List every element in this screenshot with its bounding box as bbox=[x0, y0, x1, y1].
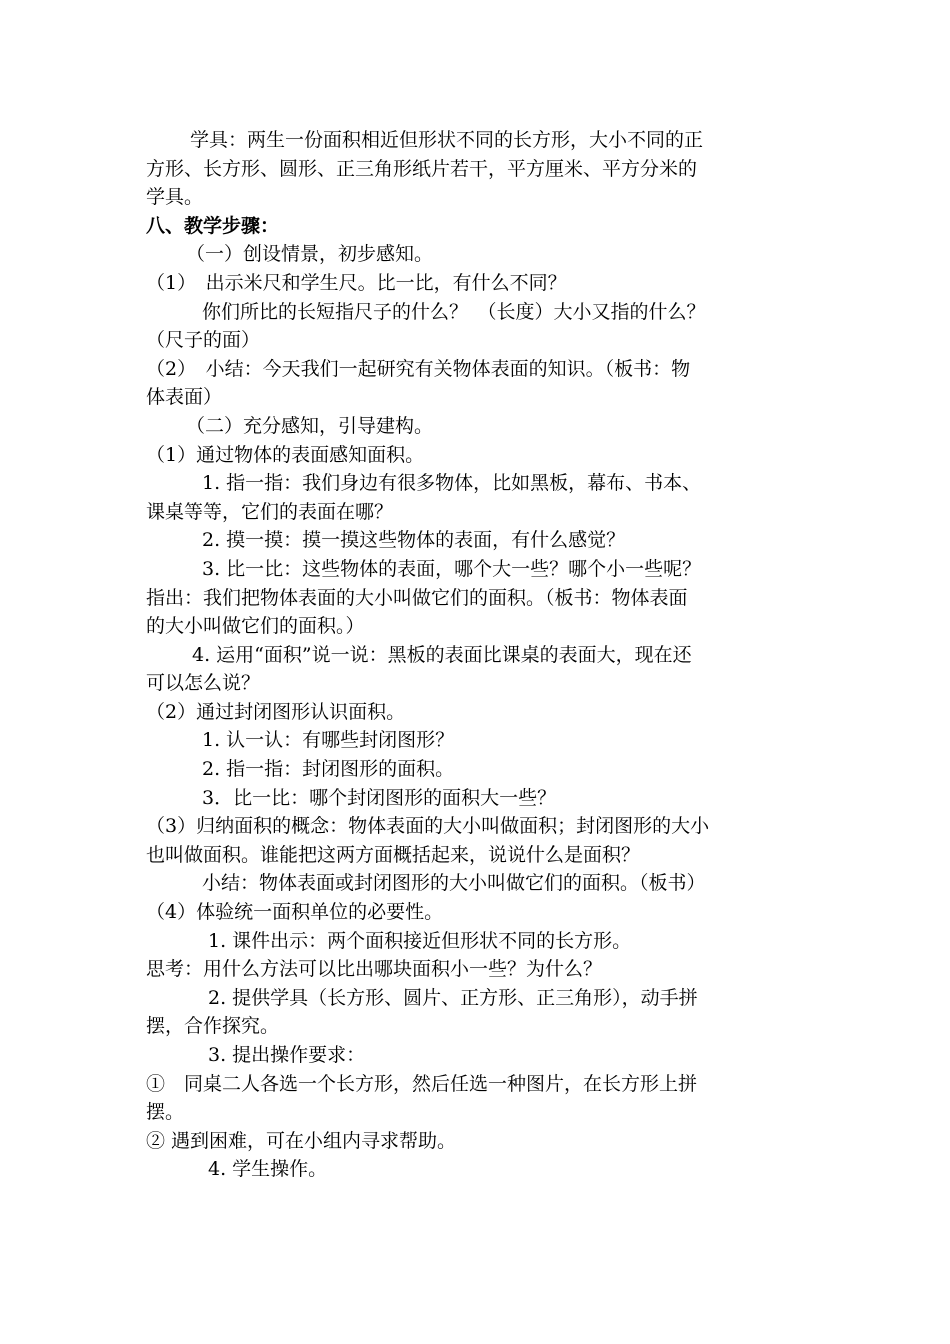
paragraph-line: 小结：物体表面或封闭图形的大小叫做它们的面积。（板书） bbox=[202, 872, 706, 895]
subsection-heading: （二）充分感知，引导建构。 bbox=[186, 414, 434, 437]
paragraph-line: 学具。 bbox=[146, 186, 204, 209]
paragraph-line: （1）通过物体的表面感知面积。 bbox=[146, 443, 425, 466]
paragraph-line: 也叫做面积。谁能把这两方面概括起来，说说什么是面积？ bbox=[146, 843, 641, 866]
list-item: 4. 运用“面积”说一说：黑板的表面比课桌的表面大，现在还 bbox=[192, 643, 692, 666]
list-item: 2. 指一指：封闭图形的面积。 bbox=[202, 758, 455, 781]
paragraph-line: ② 遇到困难，可在小组内寻求帮助。 bbox=[146, 1129, 457, 1152]
subsection-heading: （一）创设情景，初步感知。 bbox=[186, 243, 434, 266]
paragraph-line: 摆，合作探究。 bbox=[146, 1015, 280, 1038]
paragraph-line: 摆。 bbox=[146, 1101, 185, 1124]
paragraph-line: （2）通过封闭图形认识面积。 bbox=[146, 700, 406, 723]
paragraph-line: 指出：我们把物体表面的大小叫做它们的面积。（板书：物体表面 bbox=[146, 586, 688, 609]
list-item: 2. 摸一摸：摸一摸这些物体的表面，有什么感觉？ bbox=[202, 529, 626, 552]
paragraph-line: （4）体验统一面积单位的必要性。 bbox=[146, 901, 444, 924]
paragraph-line: 学具：两生一份面积相近但形状不同的长方形，大小不同的正 bbox=[190, 129, 704, 151]
paragraph-line: 的大小叫做它们的面积。） bbox=[146, 615, 365, 638]
paragraph-line: 课桌等等，它们的表面在哪？ bbox=[146, 500, 394, 523]
document-body bbox=[146, 126, 806, 1184]
section-heading: 八、教学步骤： bbox=[146, 214, 280, 237]
paragraph-line: 体表面） bbox=[146, 386, 223, 409]
list-item: 2. 提供学具（长方形、圆片、正方形、正三角形），动手拼 bbox=[208, 986, 698, 1009]
list-item: 1. 课件出示：两个面积接近但形状不同的长方形。 bbox=[208, 929, 632, 952]
list-item: 3. 提出操作要求： bbox=[208, 1044, 366, 1066]
paragraph-line: （1） 出示米尺和学生尺。比一比，有什么不同？ bbox=[146, 271, 567, 294]
paragraph-line: （尺子的面） bbox=[146, 329, 261, 352]
list-item: 1. 指一指：我们身边有很多物体，比如黑板，幕布、书本、 bbox=[202, 472, 702, 495]
paragraph-line: 思考：用什么方法可以比出哪块面积小一些？为什么？ bbox=[146, 958, 603, 981]
paragraph-line: （3）归纳面积的概念：物体表面的大小叫做面积；封闭图形的大小 bbox=[146, 815, 710, 838]
list-item: 3. 比一比：这些物体的表面，哪个大一些？哪个小一些呢？ bbox=[202, 557, 702, 580]
paragraph-line: （2） 小结：今天我们一起研究有关物体表面的知识。（板书：物 bbox=[146, 357, 691, 380]
paragraph-line: 可以怎么说？ bbox=[146, 672, 261, 695]
paragraph-line: 你们所比的长短指尺子的什么？ （长度）大小又指的什么？ bbox=[202, 300, 706, 323]
list-item: 4. 学生操作。 bbox=[208, 1158, 328, 1181]
paragraph-line: ① 同桌二人各选一个长方形，然后任选一种图片，在长方形上拼 bbox=[146, 1072, 698, 1095]
list-item: 1. 认一认：有哪些封闭图形？ bbox=[202, 729, 455, 752]
paragraph-line: 方形、长方形、圆形、正三角形纸片若干，平方厘米、平方分米的 bbox=[146, 157, 698, 180]
list-item: 3．比一比：哪个封闭图形的面积大一些？ bbox=[202, 786, 557, 809]
